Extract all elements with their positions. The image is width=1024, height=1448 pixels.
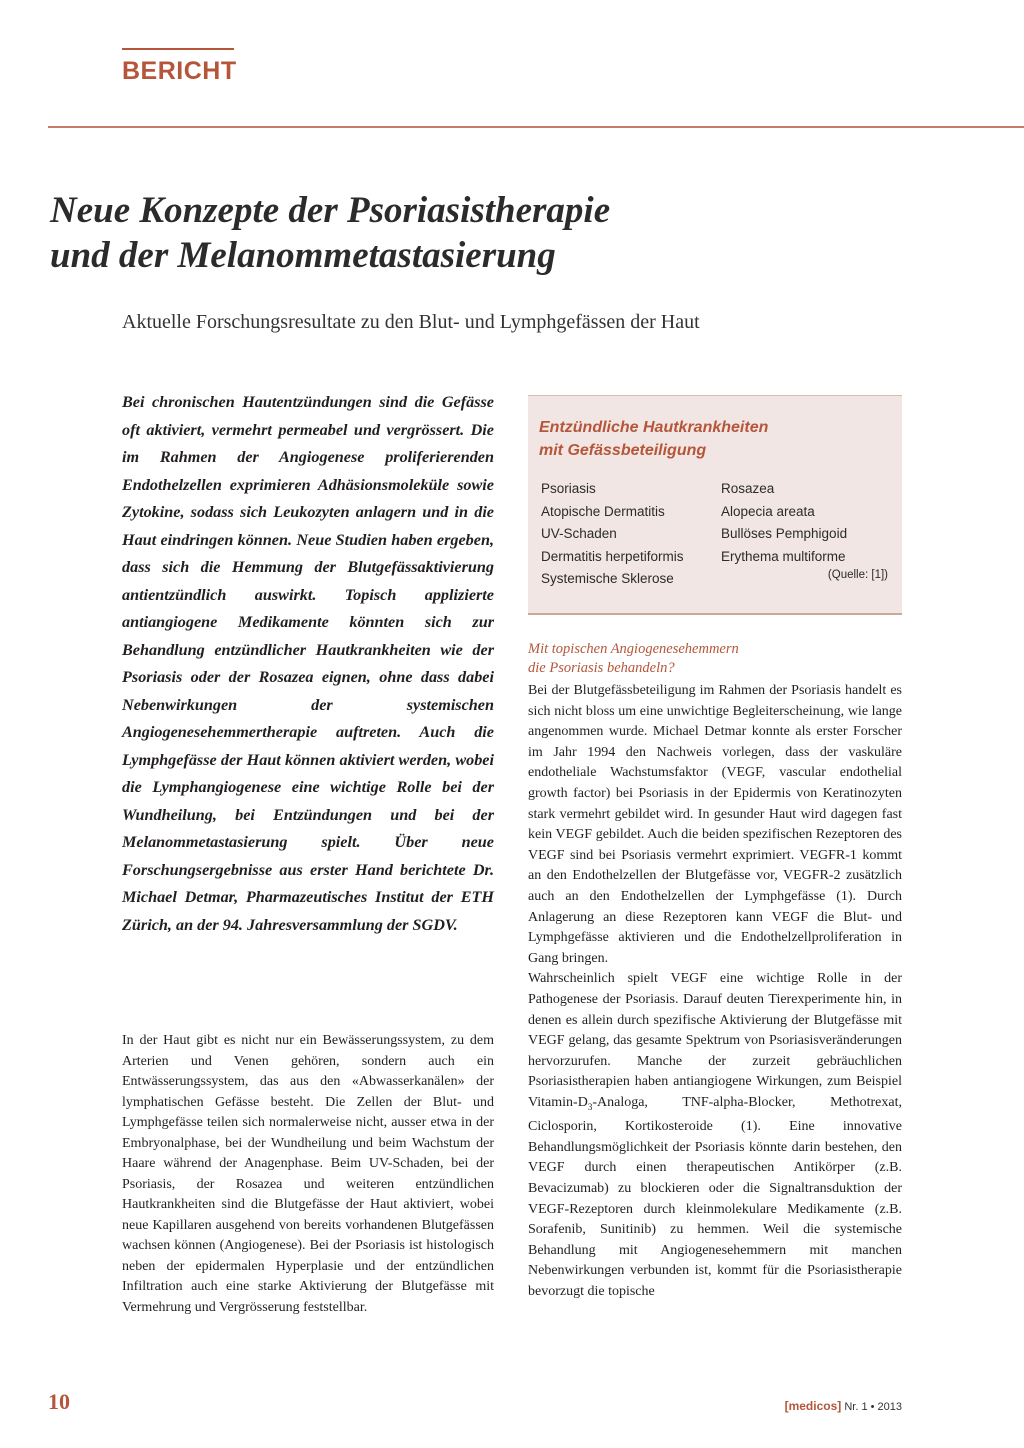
subhead-line-2: die Psoriasis behandeln?	[528, 660, 675, 676]
body-right-column	[528, 681, 902, 1303]
section-rule	[122, 48, 234, 50]
subhead-line-1: Mit topischen Angiogenesehemmern	[528, 641, 739, 657]
infobox-item: Erythema multiforme	[721, 548, 846, 564]
article-title-line-1: Neue Konzepte der Psoriasistherapie	[50, 190, 611, 231]
body-right-p2-part-b: -Analoga, TNF-alpha-Blocker, Methotrexat, Ciclosporin, Kortikosteroide (1). Eine innovative Behandlungsmöglichkeit der Psoriasis könnte darin bestehen, den VEGF durch einen therapeutischen Antikörper (z.B. Bevacizumab) zu blockieren oder die Signaltransduktion der VEGF-Rezeptoren durch kleinmolekulare Medikamente (z.B. Sorafenib, Sunitinib) zu hemmen. Weil die systemische Behandlung mit Angiogenesehemmern mit manchen Nebenwirkungen verbunden ist, kommt für die Psoriasistherapie bevorzugt die topische	[528, 1094, 902, 1300]
body-right-paragraph-1: Bei der Blutgefässbeteiligung im Rahmen der Psoriasis handelt es sich nicht bloss um eine unwichtige Begleiterscheinung, wie lange angenommen wurde. Michael Detmar konnte als erster Forscher im Jahr 1994 den Nachweis vorlegen, dass der vaskuläre endotheliale Wachstumsfaktor (VEGF, vascular endothelial growth factor) bei Psoriasis in der Epidermis von Keratinozyten stark vermehrt gebildet wird. In gesunder Haut wird dagegen fast kein VEGF gebildet. Auch die beiden spezifischen Rezeptoren des VEGF sind bei Psoriasis vermehrt exprimiert. VEGFR-1 kommt an den Endothelzellen der Blutgefässe vor, VEGFR-2 zusätzlich auch an den Endothelzellen der Lymphgefässe (1). Durch Anlagerung an diese Rezeptoren kann VEGF die Blut- und Lymphgefässe aktivieren und die Endothelzellproliferation in Gang bringen.	[528, 683, 902, 966]
magazine-name: [medicos]	[784, 1399, 842, 1413]
header-divider	[48, 126, 1024, 128]
infobox-source: (Quelle: [1])	[827, 569, 888, 581]
body-left-paragraph: In der Haut gibt es nicht nur ein Bewässerungssystem, zu dem Arterien und Venen gehören, sondern auch ein Entwässerungssystem, das aus den «Abwasserkanälen» der lymphatischen Gefässe besteht. Die Zellen der Blut- und Lymphgefässe teilen sich normalerweise nicht, ausser etwa in der Embryonalphase, bei der Wundheilung und beim Wachstum der Haare während der Anagenphase. Beim UV-Schaden, bei der Psoriasis, der Rosazea und weiteren entzündlichen Hautkrankheiten sind die Blutgefässe der Haut aktiviert, wobei neue Kapillaren ausgehend von bereits vorhandenen Blutgefässen wachsen können (Angiogenese). Bei der Psoriasis ist histologisch neben der epidermalen Hyperplasie und der entzündlichen Infiltration auch eine starke Aktivierung der Blutgefässe mit Vermehrung und Vergrösserung feststellbar.	[122, 1033, 494, 1315]
lead-paragraph: Bei chronischen Hautentzündungen sind die Gefässe oft aktiviert, vermehrt permeabel und vergrössert. Die im Rahmen der Angiogenese proliferierenden Endothelzellen exprimieren Adhäsionsmoleküle sowie Zytokine, sodass sich Leukozyten anlagern und in die Haut eindringen können. Neue Studien haben ergeben, dass sich die Hemmung der Blutgefässaktivierung antientzündlich auswirkt. Topisch applizierte antiangiogene Medikamente könnten sich zur Behandlung entzündlicher Hautkrankheiten wie der Psoriasis oder der Rosazea eignen, ohne dass dabei Nebenwirkungen der systemischen Angiogenesehemmertherapie auftreten. Auch die Lymphgefässe der Haut können aktiviert werden, wobei die Lymphangiogenese eine wichtige Rolle bei der Wundheilung, bei Entzündungen und bei der Melanommetastasierung spielt. Über neue Forschungsergebnisse aus erster Hand berichtete Dr. Michael Detmar, Pharmazeutisches Institut der ETH Zürich, an der 94. Jahresversammlung der SGDV.	[122, 393, 494, 934]
infobox-item: UV-Schaden	[541, 526, 617, 541]
body-right-paragraph-2	[528, 969, 902, 1302]
infobox-item: Atopische Dermatitis	[541, 503, 665, 519]
article-subtitle: Aktuelle Forschungsresultate zu den Blut- und Lymphgefässen der Haut	[122, 311, 700, 333]
infobox	[528, 395, 902, 615]
infobox-item: Dermatitis herpetiformis	[541, 548, 684, 564]
infobox-title	[539, 416, 768, 462]
infobox-item: Rosazea	[721, 481, 775, 496]
infobox-title-line-1: Entzündliche Hautkrankheiten	[539, 419, 769, 436]
infobox-title-line-2: mit Gefässbeteiligung	[539, 442, 707, 459]
subscript: 3	[587, 1101, 593, 1112]
article-title-line-2: und der Melanommetastasierung	[50, 235, 556, 276]
footer-credit	[785, 1398, 902, 1415]
section-subhead	[528, 640, 902, 678]
infobox-item: Psoriasis	[541, 481, 596, 496]
section-label: BERICHT	[122, 57, 237, 85]
infobox-item: Alopecia areata	[721, 503, 815, 519]
infobox-item: Systemische Sklerose	[541, 571, 674, 586]
body-right-p2-part-a: Wahrscheinlich spielt VEGF eine wichtige Rolle in der Pathogenese der Psoriasis. Darauf deuten Tierexperimente hin, in denen es allein durch spezifische Aktivierung der Blutgefässe mit VEGF gelang, das gesamte Spektrum von Psoriasisveränderungen hervorzurufen. Manche der zurzeit gebräuchlichen Psoriasistherapien haben antiangiogene Wirkungen, zum Beispiel Vitamin-D	[528, 971, 902, 1110]
page-number: 10	[48, 1389, 70, 1414]
infobox-item: Bullöses Pemphigoid	[721, 526, 848, 541]
article-title	[50, 188, 950, 278]
issue-info: Nr. 1 • 2013	[844, 1401, 902, 1413]
